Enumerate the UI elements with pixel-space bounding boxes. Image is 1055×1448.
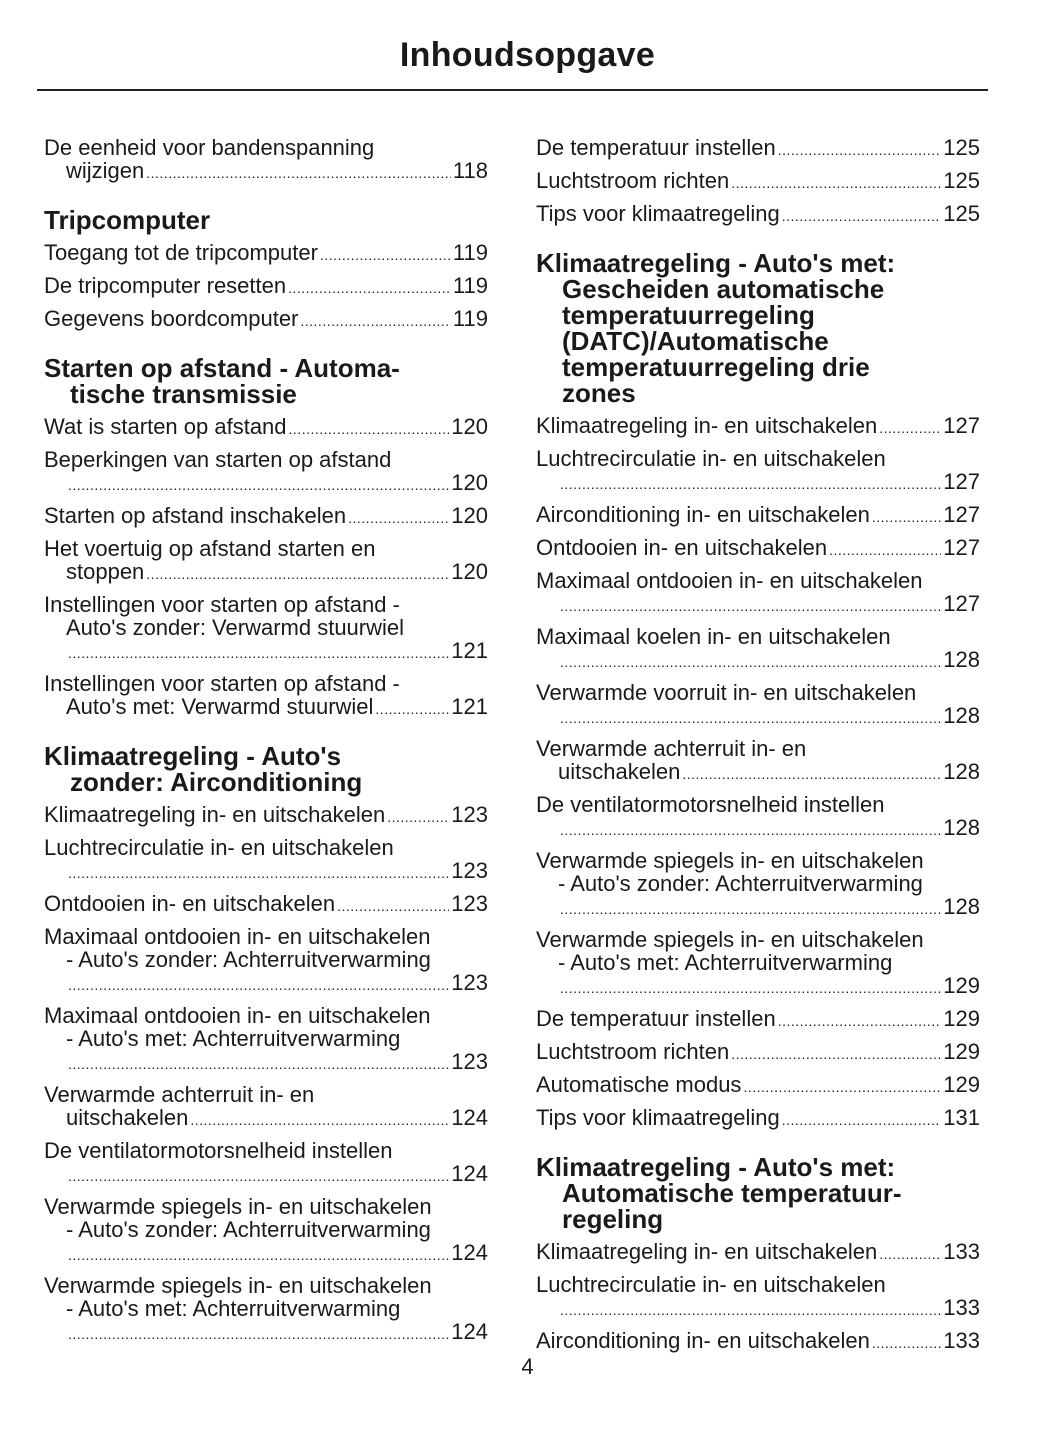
entry-title: Gegevens boordcomputer <box>44 306 299 331</box>
leader-dots <box>778 136 942 162</box>
leader-dots <box>68 1320 449 1346</box>
entry-title: Instellingen voor starten op afstand - <box>44 592 400 617</box>
entry-title-cont: wijzigen <box>66 158 145 183</box>
toc-entry[interactable] <box>536 1040 980 1066</box>
toc-entry[interactable] <box>44 672 488 721</box>
leader-dots <box>731 1040 941 1066</box>
leader-dots <box>68 1162 449 1188</box>
section-heading <box>44 355 488 407</box>
toc-entry[interactable] <box>536 447 980 496</box>
toc-entry[interactable] <box>44 925 488 997</box>
entry-title-cont: uitschakelen <box>66 1105 189 1130</box>
leader-dots <box>560 704 941 730</box>
page-ref: 121 <box>451 638 488 663</box>
toc-column-right <box>536 136 980 1362</box>
leader-dots <box>682 760 941 786</box>
toc-entry[interactable] <box>44 537 488 586</box>
leader-dots <box>872 1329 941 1355</box>
section-heading-line: Tripcomputer <box>44 205 211 235</box>
entry-title-cont: - Auto's met: Achterruitverwarming <box>66 1026 401 1051</box>
toc-column-left <box>44 136 488 1353</box>
leader-dots <box>560 470 941 496</box>
page-ref: 127 <box>943 413 980 438</box>
leader-dots <box>337 892 449 918</box>
page-ref: 120 <box>451 414 488 439</box>
page-ref: 123 <box>451 802 488 827</box>
toc-entry[interactable] <box>536 569 980 618</box>
entry-title: Verwarmde voorruit in- en uitschakelen <box>536 680 917 705</box>
entry-title-cont: - Auto's met: Achterruitverwarming <box>66 1296 401 1321</box>
page-ref: 125 <box>943 135 980 160</box>
page-ref: 133 <box>943 1295 980 1320</box>
entry-title-cont: uitschakelen <box>558 759 681 784</box>
page-ref: 118 <box>452 158 488 183</box>
toc-entry[interactable] <box>44 1139 488 1188</box>
entry-title: Ontdooien in- en uitschakelen <box>536 535 828 560</box>
toc-entry[interactable] <box>44 415 488 441</box>
section-heading <box>536 1154 980 1232</box>
section-heading <box>536 250 980 406</box>
section-heading-line: Klimaatregeling - Auto's met: <box>536 248 896 278</box>
entry-title: De temperatuur instellen <box>536 135 776 160</box>
entry-title: Toegang tot de tripcomputer <box>44 240 318 265</box>
page-ref: 133 <box>943 1328 980 1353</box>
leader-dots <box>778 1007 942 1033</box>
leader-dots <box>289 415 450 441</box>
entry-title: Maximaal koelen in- en uitschakelen <box>536 624 891 649</box>
entry-title: Maximaal ontdooien in- en uitschakelen <box>44 1003 431 1028</box>
entry-title: Luchtstroom richten <box>536 1039 730 1064</box>
page-ref: 125 <box>943 201 980 226</box>
toc-entry[interactable] <box>536 928 980 1000</box>
leader-dots <box>872 503 941 529</box>
page-ref: 124 <box>451 1105 488 1130</box>
toc-entry[interactable] <box>44 241 488 267</box>
entry-title: Klimaatregeling in- en uitschakelen <box>536 1239 878 1264</box>
page-ref: 123 <box>451 891 488 916</box>
entry-title: Luchtrecirculatie in- en uitschakelen <box>44 835 394 860</box>
section-heading-line: Automatische temperatuur- <box>562 1178 902 1208</box>
page-ref: 119 <box>452 240 488 265</box>
toc-entry[interactable] <box>536 1073 980 1099</box>
toc-entry[interactable] <box>44 307 488 333</box>
leader-dots <box>560 974 941 1000</box>
page-number: 4 <box>521 1354 534 1379</box>
page-ref: 123 <box>451 1049 488 1074</box>
leader-dots <box>68 859 449 885</box>
toc-entry[interactable] <box>536 1329 980 1355</box>
page-ref: 129 <box>943 1072 980 1097</box>
entry-title: Luchtrecirculatie in- en uitschakelen <box>536 446 886 471</box>
entry-title: De ventilatormotorsnelheid instellen <box>44 1138 393 1163</box>
page-ref: 128 <box>943 647 980 672</box>
toc-entry[interactable] <box>44 448 488 497</box>
page-ref: 127 <box>943 591 980 616</box>
section-heading-line: zonder: Airconditioning <box>70 767 363 797</box>
toc-entry[interactable] <box>536 681 980 730</box>
entry-title: Beperkingen van starten op afstand <box>44 447 392 472</box>
section-heading-line: temperatuurregeling <box>562 300 815 330</box>
section-heading-line: regeling <box>562 1204 664 1234</box>
entry-title: Verwarmde spiegels in- en uitschakelen <box>536 848 924 873</box>
section-heading-line: Gescheiden automatische <box>562 274 885 304</box>
toc-entry[interactable] <box>536 793 980 842</box>
entry-title: Klimaatregeling in- en uitschakelen <box>44 802 386 827</box>
section-heading <box>44 207 488 233</box>
page-ref: 119 <box>452 306 488 331</box>
leader-dots <box>348 504 449 530</box>
page-ref: 119 <box>452 273 488 298</box>
page-ref: 129 <box>943 973 980 998</box>
leader-dots <box>68 1050 449 1076</box>
leader-dots <box>560 816 941 842</box>
toc-entry[interactable] <box>536 1273 980 1322</box>
entry-title: Verwarmde spiegels in- en uitschakelen <box>44 1273 432 1298</box>
toc-entry[interactable] <box>44 1004 488 1076</box>
page-ref: 129 <box>943 1006 980 1031</box>
leader-dots <box>146 560 449 586</box>
leader-dots <box>190 1106 449 1132</box>
section-heading-line: (DATC)/Automatische <box>562 326 829 356</box>
entry-title: Automatische modus <box>536 1072 742 1097</box>
entry-title: De ventilatormotorsnelheid instellen <box>536 792 885 817</box>
page-ref: 124 <box>451 1319 488 1344</box>
entry-title-cont: - Auto's zonder: Achterruitverwarming <box>66 947 431 972</box>
toc-entry[interactable] <box>44 803 488 829</box>
section-heading-line: Klimaatregeling - Auto's met: <box>536 1152 896 1182</box>
leader-dots <box>782 202 942 228</box>
toc-entry[interactable] <box>44 1083 488 1132</box>
toc-entry[interactable] <box>536 849 980 921</box>
entry-title-cont: Auto's met: Verwarmd stuurwiel <box>66 694 374 719</box>
entry-title: Tips voor klimaatregeling <box>536 1105 780 1130</box>
page-ref: 129 <box>943 1039 980 1064</box>
page-title: Inhoudsopgave <box>399 36 656 74</box>
toc-entry[interactable] <box>536 202 980 228</box>
page-ref: 123 <box>451 970 488 995</box>
toc-entry[interactable] <box>44 836 488 885</box>
entry-title: Luchtrecirculatie in- en uitschakelen <box>536 1272 886 1297</box>
entry-title-cont: - Auto's met: Achterruitverwarming <box>558 950 893 975</box>
section-heading-line: zones <box>562 378 636 408</box>
entry-title: Verwarmde spiegels in- en uitschakelen <box>536 927 924 952</box>
toc-entry[interactable] <box>536 737 980 786</box>
page-ref: 127 <box>943 469 980 494</box>
entry-title: Instellingen voor starten op afstand - <box>44 671 400 696</box>
leader-dots <box>731 169 941 195</box>
toc-entry[interactable] <box>44 504 488 530</box>
page-ref: 128 <box>943 759 980 784</box>
toc-entry[interactable] <box>536 414 980 440</box>
toc-entry[interactable] <box>536 536 980 562</box>
page-ref: 125 <box>943 168 980 193</box>
section-heading-line: Starten op afstand - Automa- <box>44 353 400 383</box>
page-ref: 128 <box>943 894 980 919</box>
entry-title: Starten op afstand inschakelen <box>44 503 347 528</box>
page-ref: 128 <box>943 815 980 840</box>
toc-entry[interactable] <box>536 169 980 195</box>
page-ref: 127 <box>943 502 980 527</box>
page-ref: 133 <box>943 1239 980 1264</box>
title-divider <box>37 89 988 91</box>
entry-title: Verwarmde spiegels in- en uitschakelen <box>44 1194 432 1219</box>
toc-entry[interactable] <box>536 503 980 529</box>
leader-dots <box>68 971 449 997</box>
entry-title: Verwarmde achterruit in- en <box>536 736 807 761</box>
leader-dots <box>68 639 449 665</box>
entry-title: Klimaatregeling in- en uitschakelen <box>536 413 878 438</box>
leader-dots <box>560 648 941 674</box>
page-ref: 127 <box>943 535 980 560</box>
entry-title: Wat is starten op afstand <box>44 414 287 439</box>
leader-dots <box>387 803 449 829</box>
toc-entry[interactable] <box>44 593 488 665</box>
leader-dots <box>743 1073 941 1099</box>
leader-dots <box>300 307 451 333</box>
toc-entry[interactable] <box>44 892 488 918</box>
entry-title: Maximaal ontdooien in- en uitschakelen <box>44 924 431 949</box>
entry-title-cont: - Auto's zonder: Achterruitverwarming <box>558 871 923 896</box>
entry-title: Tips voor klimaatregeling <box>536 201 780 226</box>
leader-dots <box>146 159 451 185</box>
page-ref: 120 <box>451 503 488 528</box>
entry-title: De tripcomputer resetten <box>44 273 287 298</box>
entry-title-cont: Auto's zonder: Verwarmd stuurwiel <box>66 615 405 640</box>
section-heading-line: tische transmissie <box>70 379 297 409</box>
page-ref: 121 <box>451 694 488 719</box>
toc-entry[interactable] <box>44 1195 488 1267</box>
entry-title: Airconditioning in- en uitschakelen <box>536 502 870 527</box>
leader-dots <box>68 1241 449 1267</box>
page-ref: 124 <box>451 1240 488 1265</box>
section-heading <box>44 743 488 795</box>
leader-dots <box>560 592 941 618</box>
entry-title: De temperatuur instellen <box>536 1006 776 1031</box>
entry-title: Het voertuig op afstand starten en <box>44 536 376 561</box>
leader-dots <box>68 471 449 497</box>
toc-entry[interactable] <box>536 1240 980 1266</box>
page-ref: 120 <box>451 470 488 495</box>
leader-dots <box>782 1106 942 1132</box>
leader-dots <box>560 1296 941 1322</box>
leader-dots <box>375 695 449 721</box>
entry-title: De eenheid voor bandenspanning <box>44 135 375 160</box>
leader-dots <box>320 241 451 267</box>
section-heading-line: temperatuurregeling drie <box>562 352 870 382</box>
entry-title-cont: - Auto's zonder: Achterruitverwarming <box>66 1217 431 1242</box>
entry-title: Verwarmde achterruit in- en <box>44 1082 315 1107</box>
entry-title: Maximaal ontdooien in- en uitschakelen <box>536 568 923 593</box>
leader-dots <box>879 414 941 440</box>
page-ref: 120 <box>451 559 488 584</box>
page-ref: 123 <box>451 858 488 883</box>
section-heading-line: Klimaatregeling - Auto's <box>44 741 342 771</box>
toc-entry[interactable] <box>44 136 488 185</box>
toc-entry[interactable] <box>44 1274 488 1346</box>
entry-title: Airconditioning in- en uitschakelen <box>536 1328 870 1353</box>
page-ref: 124 <box>451 1161 488 1186</box>
toc-entry[interactable] <box>536 1007 980 1033</box>
toc-entry[interactable] <box>44 274 488 300</box>
page-ref: 128 <box>943 703 980 728</box>
page-ref: 131 <box>943 1105 980 1130</box>
leader-dots <box>288 274 451 300</box>
leader-dots <box>879 1240 941 1266</box>
leader-dots <box>560 895 941 921</box>
toc-entry[interactable] <box>536 136 980 162</box>
toc-entry[interactable] <box>536 625 980 674</box>
entry-title: Luchtstroom richten <box>536 168 730 193</box>
toc-entry[interactable] <box>536 1106 980 1132</box>
entry-title: Ontdooien in- en uitschakelen <box>44 891 336 916</box>
entry-title-cont: stoppen <box>66 559 145 584</box>
leader-dots <box>829 536 941 562</box>
